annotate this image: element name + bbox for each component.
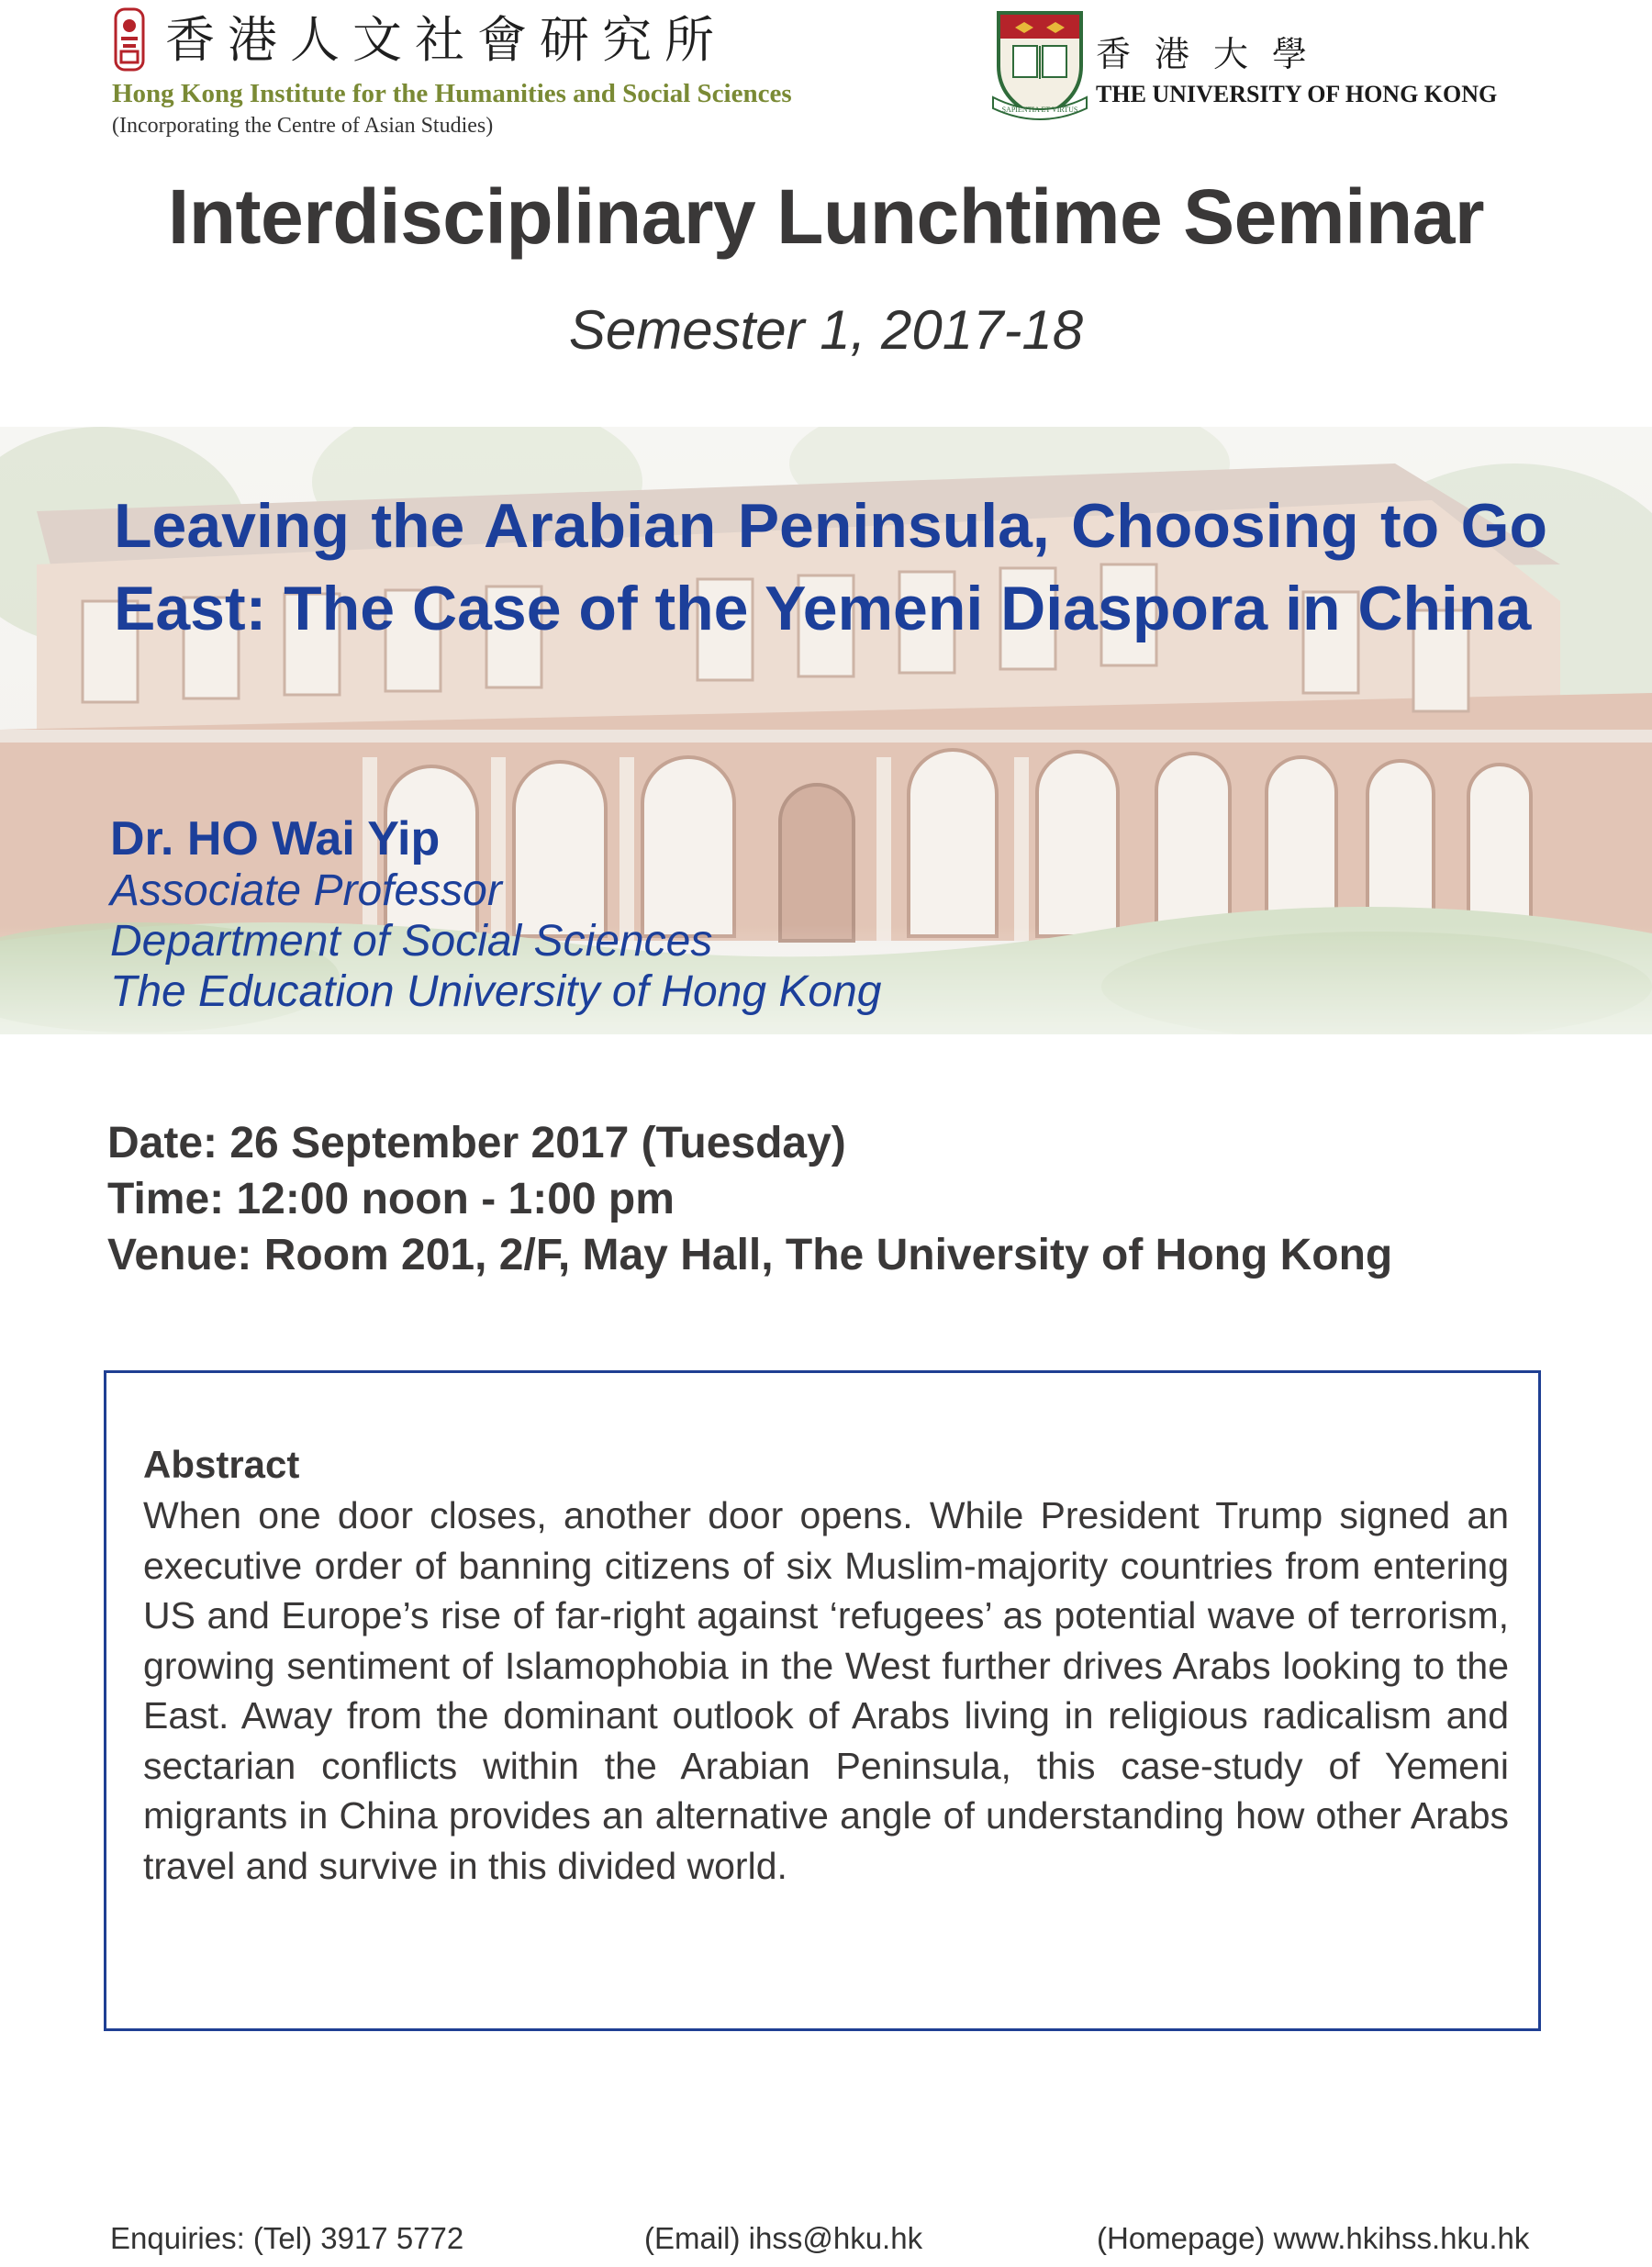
university-english-name: THE UNIVERSITY OF HONG KONG [1096,81,1498,107]
institute-subtitle: (Incorporating the Centre of Asian Studies) [112,114,494,138]
speaker-department: Department of Social Sciences [110,917,713,966]
enquiries-tel: Enquiries: (Tel) 3917 5772 [110,2221,464,2255]
ihss-logo [108,4,879,141]
talk-title: Leaving the Arabian Peninsula, Choosing to Go East: The Case of the Yemeni Diaspora in China [114,491,1547,643]
university-chinese-name: 香港大學 [1096,34,1332,74]
abstract-body: When one door closes, another door opens. While President Trump signed an executive order of banning citizens of six Muslim-majority countries from entering US and Europe’s rise of far-right against ‘refugees’ as potential wave of terrorism, growing sentiment of Islamophobia in the West further drives Arabs looking to the East. Away from the dominant outlook of Arabs living in religious radicalism and sectarian conflicts within the Arabian Peninsula, this case-study of Yemeni migrants in China provides an alternative angle of understanding how other Arabs travel and survive in this divided world. [143,1494,1509,1887]
abstract-heading: Abstract [143,1443,300,1486]
event-time: Time: 12:00 noon - 1:00 pm [107,1175,675,1223]
ihss-seal-icon [108,4,152,77]
semester-label: Semester 1, 2017-18 [568,299,1084,361]
enquiries-homepage[interactable]: (Homepage) www.hkihss.hku.hk [1097,2221,1530,2255]
hku-crest-icon [989,9,1090,121]
abstract-box [104,1370,1541,2031]
event-venue: Venue: Room 201, 2/F, May Hall, The University of Hong Kong [107,1231,1393,1279]
institute-english-name: Hong Kong Institute for the Humanities and Social Sciences [112,79,792,108]
event-details [107,1115,1576,1283]
crest-motto: SAPIENTIA ET VIRTUS [1001,106,1078,114]
speaker-block [110,812,1303,1017]
seminar-series-title: Interdisciplinary Lunchtime Seminar [167,173,1485,260]
hku-logo [989,9,1558,128]
speaker-institution: The Education University of Hong Kong [110,967,882,1016]
enquiries-email[interactable]: (Email) ihss@hku.hk [644,2221,923,2255]
event-date: Date: 26 September 2017 (Tuesday) [107,1119,846,1167]
speaker-position: Associate Professor [110,866,502,915]
speaker-name: Dr. HO Wai Yip [110,812,441,865]
institute-chinese-name: 香港人文社會研究所 [165,11,727,69]
